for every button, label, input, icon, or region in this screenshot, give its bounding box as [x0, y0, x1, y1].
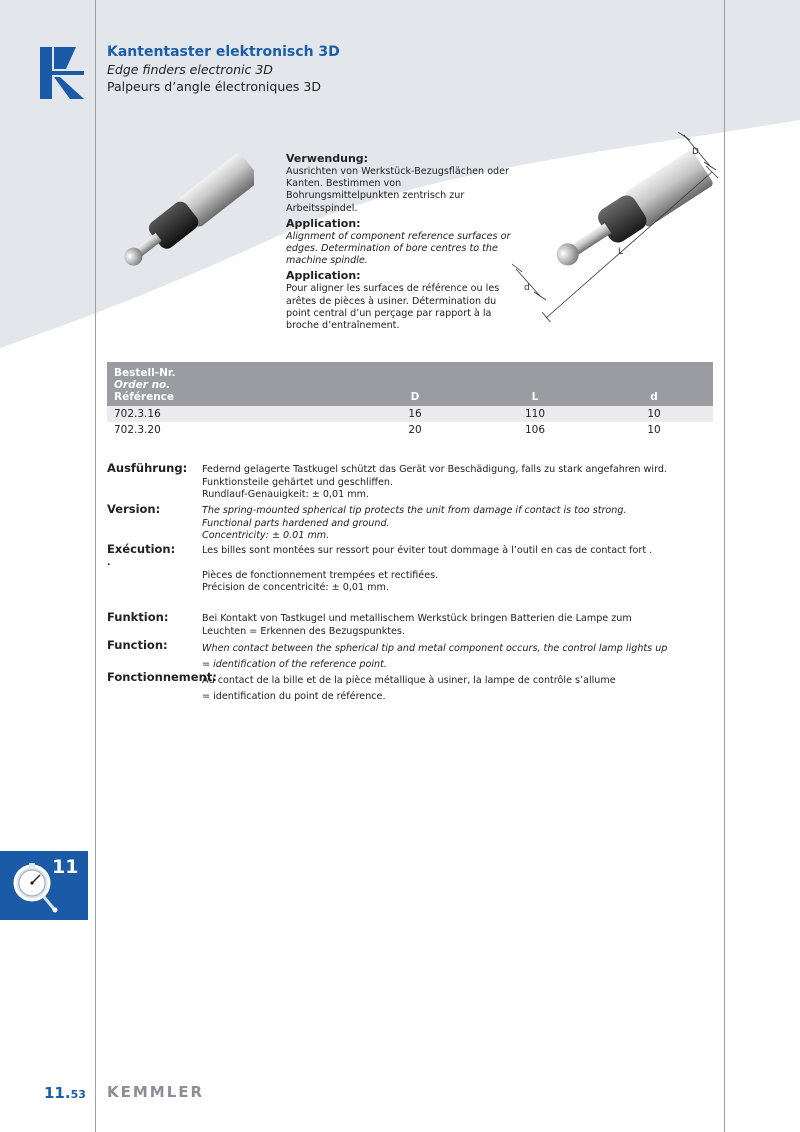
version-dot: .: [107, 558, 111, 568]
header-d: d: [595, 362, 713, 406]
header-D: D: [355, 362, 475, 406]
version-fr-line: Les billes sont montées sur ressort pour éviter tout dommage à l’outil en cas de contact fort .: [202, 545, 653, 556]
edge-finder-product-image: [104, 152, 254, 276]
usage-heading-en: Application:: [286, 216, 361, 230]
version-de-line: Funktionsteile gehärtet und geschliffen.: [202, 476, 394, 488]
brand-name: KEMMLER: [107, 1083, 205, 1101]
version-en-line: Functional parts hardened and ground.: [202, 517, 390, 529]
kemmler-k-logo-icon: [40, 47, 84, 99]
usage-text-fr: Pour aligner les surfaces de référence ou les arêtes de pièces à usiner. Détermination du point central d’un perçage par rapport à la broche d’entraînement.: [286, 283, 500, 332]
cell-d: 10: [647, 424, 661, 436]
order-table: [107, 362, 713, 438]
header-order-no-en: Order no.: [114, 379, 171, 391]
cell-d: 10: [647, 408, 661, 420]
usage-text-de: Ausrichten von Werkstück-Bezugsflächen oder Kanten. Bestimmen von Bohrungsmittelpunkten zentrisch zur Arbeitsspindel.: [286, 166, 509, 214]
version-label-fr: Exécution:: [107, 542, 176, 556]
function-de-line: Bei Kontakt von Tastkugel und metallischem Werkstück bringen Batterien die Lampe zum: [202, 613, 632, 624]
cell-L: 106: [524, 424, 546, 436]
cell-ref: 702.3.20: [114, 424, 161, 436]
version-fr-line: Pièces de fonctionnement trempées et rectifiées.: [202, 569, 439, 581]
version-label-de: Ausführung:: [107, 461, 188, 475]
page-number: [44, 1084, 86, 1102]
dimension-drawing: [506, 132, 722, 322]
usage-text-en: Alignment of component reference surfaces or edges. Determination of bore centres to the machine spindle.: [286, 230, 511, 267]
version-text-fr: [202, 545, 722, 595]
title-english: Edge finders electronic 3D: [107, 62, 273, 77]
table-row: [107, 422, 713, 438]
dimension-label-d: d: [524, 283, 530, 293]
cell-L: 110: [524, 408, 546, 420]
version-de-line: Rundlauf-Genauigkeit: ± 0,01 mm.: [202, 489, 369, 500]
version-label-en: Version:: [107, 502, 161, 516]
page-title-block: [107, 44, 340, 95]
function-en-line: = identification of the reference point.: [202, 659, 387, 670]
header-order-no-de: Bestell-Nr.: [114, 367, 176, 379]
cell-D: 20: [408, 424, 422, 436]
version-en-line: Concentricity: ± 0.01 mm.: [202, 530, 330, 541]
version-de-line: Federnd gelagerte Tastkugel schützt das Gerät vor Beschädigung, falls zu stark angefahren wird.: [202, 464, 667, 475]
usage-heading-fr: Application:: [286, 269, 361, 283]
section-number: 11: [52, 856, 79, 878]
function-en-line: When contact between the spherical tip and metal component occurs, the control lamp lights up: [202, 643, 668, 654]
header-order-no: [107, 362, 355, 406]
table-header-row: [107, 362, 713, 406]
header-order-no-fr: Référence: [114, 391, 175, 403]
cell-D: 16: [408, 408, 422, 420]
function-text-en: [202, 641, 722, 673]
version-fr-line: Précision de concentricité: ± 0,01 mm.: [202, 582, 389, 593]
version-text-de: [202, 464, 722, 502]
version-en-line: The spring-mounted spherical tip protects the unit from damage if contact is too strong.: [202, 505, 627, 516]
function-label-en: Function:: [107, 638, 168, 652]
section-tab[interactable]: [0, 851, 88, 920]
header-L: L: [475, 362, 595, 406]
right-margin-line: [724, 0, 725, 1132]
function-section: [107, 611, 717, 711]
title-german: Kantentaster elektronisch 3D: [107, 44, 340, 60]
usage-description: [286, 152, 516, 334]
left-margin-line: [95, 0, 96, 1132]
dimension-label-L: L: [618, 247, 624, 257]
dimension-label-D: D: [692, 147, 699, 157]
title-french: Palpeurs d’angle électroniques 3D: [107, 79, 321, 94]
function-fr-line: = identification du point de référence.: [202, 691, 386, 702]
version-section: [107, 462, 717, 602]
function-text-fr: [202, 673, 722, 705]
table-row: [107, 406, 713, 422]
function-label-fr: Fonctionnement:: [107, 670, 217, 684]
function-de-line: Leuchten = Erkennen des Bezugspunktes.: [202, 625, 405, 637]
function-fr-line: Au contact de la bille et de la pièce métallique à usiner, la lampe de contrôle s’allume: [202, 675, 616, 686]
usage-heading-de: Verwendung:: [286, 152, 369, 165]
function-text-de: [202, 613, 722, 638]
cell-ref: 702.3.16: [114, 408, 161, 420]
version-text-en: [202, 505, 722, 543]
function-label-de: Funktion:: [107, 610, 169, 624]
page-number-major: 11.: [44, 1084, 71, 1102]
page-number-minor: 53: [70, 1088, 86, 1101]
